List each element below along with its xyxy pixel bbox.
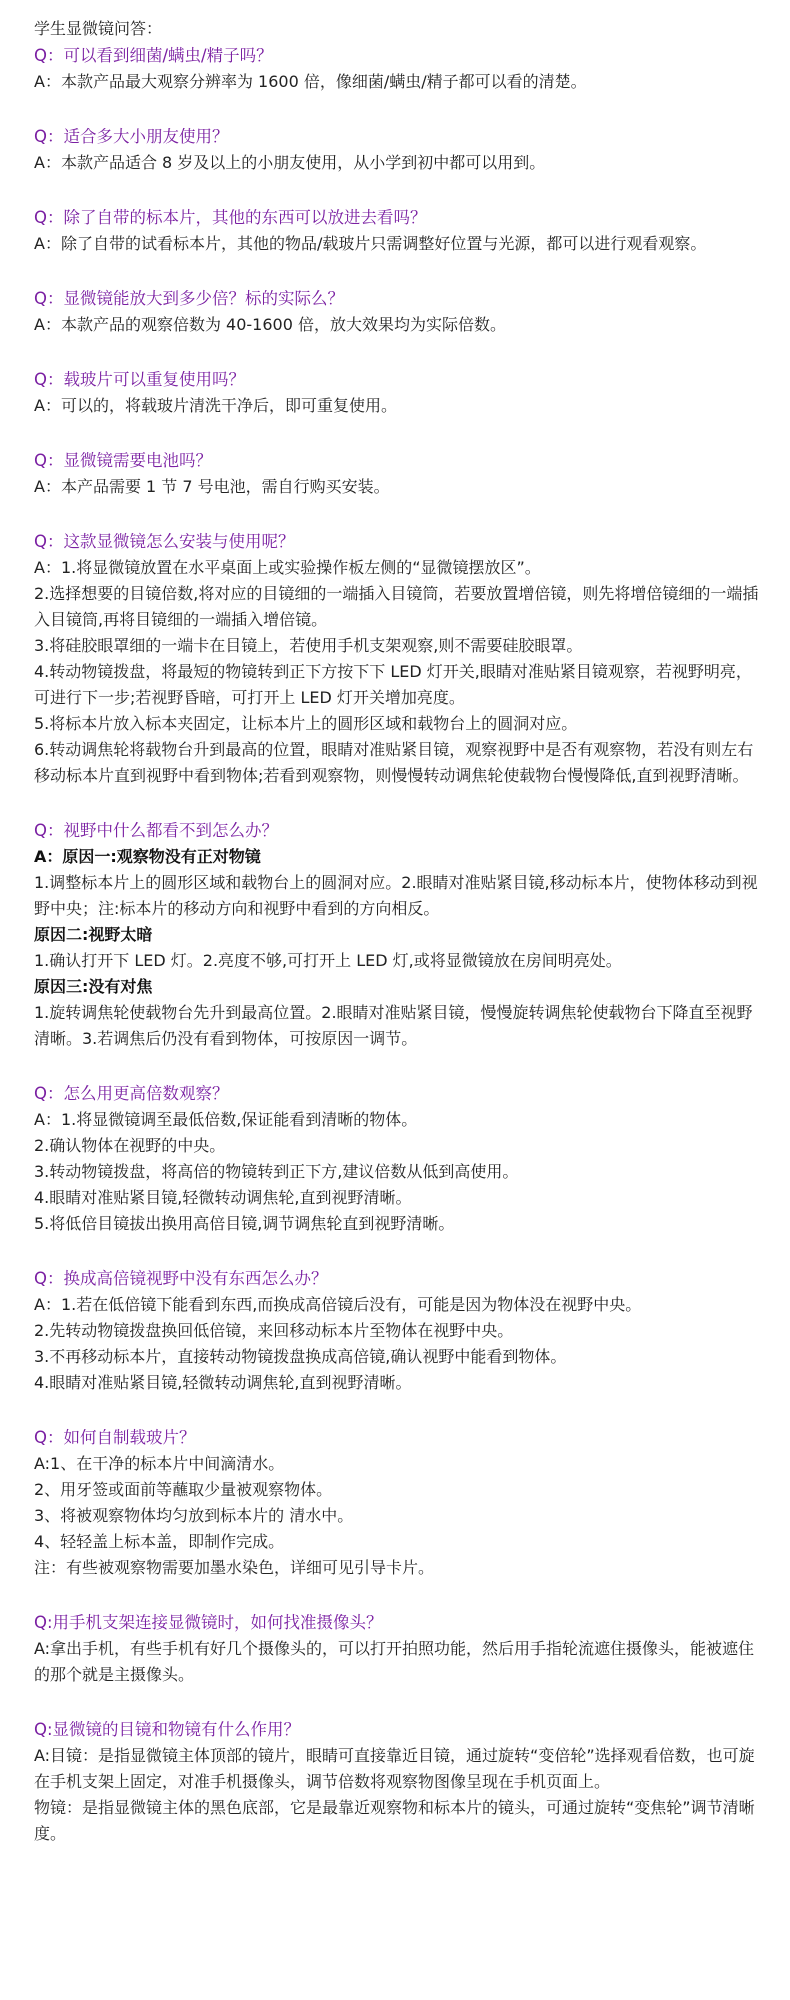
answer-text: 物镜：是指显微镜主体的黑色底部，它是最靠近观察物和标本片的镜头，可通过旋转“变焦轮”调节清晰度。 bbox=[34, 1798, 755, 1843]
qa-item bbox=[34, 1080, 762, 1237]
answer-text: 1.确认打开下 LED 灯。2.亮度不够,可打开上 LED 灯,或将显微镜放在房间明亮处。 bbox=[34, 951, 622, 970]
answer-text: 3、将被观察物体均匀放到标本片的 清水中。 bbox=[34, 1506, 354, 1525]
qa-list bbox=[34, 42, 762, 1847]
answer-text: 1.调整标本片上的圆形区域和载物台上的圆洞对应。2.眼睛对准贴紧目镜,移动标本片，使物体移动到视野中央；注:标本片的移动方向和视野中看到的方向相反。 bbox=[34, 873, 758, 918]
qa-item bbox=[34, 123, 762, 176]
answer-text: A：本款产品的观察倍数为 40-1600 倍，放大效果均为实际倍数。 bbox=[34, 315, 506, 334]
qa-item bbox=[34, 1716, 762, 1847]
question-text: Q：如何自制载玻片？ bbox=[34, 1428, 196, 1447]
question-text: Q：除了自带的标本片，其他的东西可以放进去看吗？ bbox=[34, 208, 427, 227]
answer-text: A：1.将显微镜调至最低倍数,保证能看到清晰的物体。 bbox=[34, 1110, 418, 1129]
answer-subheading: A：原因一:观察物没有正对物镜 bbox=[34, 847, 261, 866]
qa-item bbox=[34, 204, 762, 257]
question-text: Q：适合多大小朋友使用？ bbox=[34, 127, 229, 146]
answer-text: A：本款产品适合 8 岁及以上的小朋友使用，从小学到初中都可以用到。 bbox=[34, 153, 546, 172]
answer-text: 1.旋转调焦轮使载物台先升到最高位置。2.眼睛对准贴紧目镜，慢慢旋转调焦轮使载物台下降直至视野清晰。3.若调焦后仍没有看到物体，可按原因一调节。 bbox=[34, 1003, 753, 1048]
answer-text: 2、用牙签或面前等蘸取少量被观察物体。 bbox=[34, 1480, 333, 1499]
answer-text: A：1.若在低倍镜下能看到东西,而换成高倍镜后没有，可能是因为物体没在视野中央。 bbox=[34, 1295, 642, 1314]
question-text: Q：这款显微镜怎么安装与使用呢？ bbox=[34, 532, 295, 551]
answer-text: 5.将低倍目镜拔出换用高倍目镜,调节调焦轮直到视野清晰。 bbox=[34, 1214, 455, 1233]
qa-item bbox=[34, 285, 762, 338]
document-title: 学生显微镜问答： bbox=[34, 19, 163, 38]
answer-text: 4、轻轻盖上标本盖，即制作完成。 bbox=[34, 1532, 285, 1551]
qa-item bbox=[34, 447, 762, 500]
qa-item bbox=[34, 1265, 762, 1396]
answer-text: A：除了自带的试看标本片，其他的物品/载玻片只需调整好位置与光源，都可以进行观看观察。 bbox=[34, 234, 707, 253]
answer-text: 2.先转动物镜拨盘换回低倍镜，来回移动标本片至物体在视野中央。 bbox=[34, 1321, 514, 1340]
answer-text: 3.不再移动标本片，直接转动物镜拨盘换成高倍镜,确认视野中能看到物体。 bbox=[34, 1347, 567, 1366]
answer-text: A：本产品需要 1 节 7 号电池，需自行购买安装。 bbox=[34, 477, 390, 496]
answer-text: 5.将标本片放入标本夹固定，让标本片上的圆形区域和载物台上的圆洞对应。 bbox=[34, 714, 578, 733]
question-text: Q：显微镜能放大到多少倍？标的实际么？ bbox=[34, 289, 344, 308]
answer-text: 2.确认物体在视野的中央。 bbox=[34, 1136, 226, 1155]
answer-text: A:目镜：是指显微镜主体顶部的镜片，眼睛可直接靠近目镜，通过旋转“变倍轮”选择观看倍数，也可旋在手机支架上固定，对准手机摄像头，调节倍数将观察物图像呈现在手机页面上。 bbox=[34, 1746, 755, 1791]
answer-text: 3.转动物镜拨盘，将高倍的物镜转到正下方,建议倍数从低到高使用。 bbox=[34, 1162, 519, 1181]
qa-item bbox=[34, 366, 762, 419]
answer-text: A：本款产品最大观察分辨率为 1600 倍，像细菌/螨虫/精子都可以看的清楚。 bbox=[34, 72, 587, 91]
qa-item bbox=[34, 1609, 762, 1688]
answer-text: 6.转动调焦轮将载物台升到最高的位置，眼睛对准贴紧目镜，观察视野中是否有观察物，若没有则左右移动标本片直到视野中看到物体;若看到观察物，则慢慢转动调焦轮使载物台慢慢降低,直到视野清晰。 bbox=[34, 740, 754, 785]
answer-text: 注：有些被观察物需要加墨水染色，详细可见引导卡片。 bbox=[34, 1558, 435, 1577]
answer-text: A:1、在干净的标本片中间滴清水。 bbox=[34, 1454, 285, 1473]
answer-text: A:拿出手机，有些手机有好几个摄像头的，可以打开拍照功能，然后用手指轮流遮住摄像头，能被遮住的那个就是主摄像头。 bbox=[34, 1639, 755, 1684]
question-text: Q：可以看到细菌/螨虫/精子吗？ bbox=[34, 46, 273, 65]
question-text: Q：载玻片可以重复使用吗？ bbox=[34, 370, 245, 389]
question-text: Q：显微镜需要电池吗？ bbox=[34, 451, 212, 470]
answer-text: A：1.将显微镜放置在水平桌面上或实验操作板左侧的“显微镜摆放区”。 bbox=[34, 558, 541, 577]
answer-text: 4.眼睛对准贴紧目镜,轻微转动调焦轮,直到视野清晰。 bbox=[34, 1188, 412, 1207]
answer-text: 4.转动物镜拨盘，将最短的物镜转到正下方按下下 LED 灯开关,眼睛对准贴紧目镜观察，若视野明亮，可进行下一步;若视野昏暗，可打开上 LED 灯开关增加亮度。 bbox=[34, 662, 752, 707]
qa-item bbox=[34, 528, 762, 789]
answer-subheading: 原因三:没有对焦 bbox=[34, 977, 153, 996]
question-text: Q：怎么用更高倍数观察？ bbox=[34, 1084, 229, 1103]
answer-text: 4.眼睛对准贴紧目镜,轻微转动调焦轮,直到视野清晰。 bbox=[34, 1373, 412, 1392]
question-text: Q：换成高倍镜视野中没有东西怎么办？ bbox=[34, 1269, 328, 1288]
answer-subheading: 原因二:视野太暗 bbox=[34, 925, 153, 944]
question-text: Q:用手机支架连接显微镜时，如何找准摄像头？ bbox=[34, 1613, 383, 1632]
qa-item bbox=[34, 1424, 762, 1581]
answer-text: 3.将硅胶眼罩细的一端卡在目镜上，若使用手机支架观察,则不需要硅胶眼罩。 bbox=[34, 636, 583, 655]
qa-item bbox=[34, 817, 762, 1052]
question-text: Q:显微镜的目镜和物镜有什么作用？ bbox=[34, 1720, 301, 1739]
question-text: Q：视野中什么都看不到怎么办？ bbox=[34, 821, 278, 840]
qa-item bbox=[34, 42, 762, 95]
answer-text: 2.选择想要的目镜倍数,将对应的目镜细的一端插入目镜筒，若要放置增倍镜，则先将增倍镜细的一端插入目镜筒,再将目镜细的一端插入增倍镜。 bbox=[34, 584, 759, 629]
answer-text: A：可以的，将载玻片清洗干净后，即可重复使用。 bbox=[34, 396, 397, 415]
